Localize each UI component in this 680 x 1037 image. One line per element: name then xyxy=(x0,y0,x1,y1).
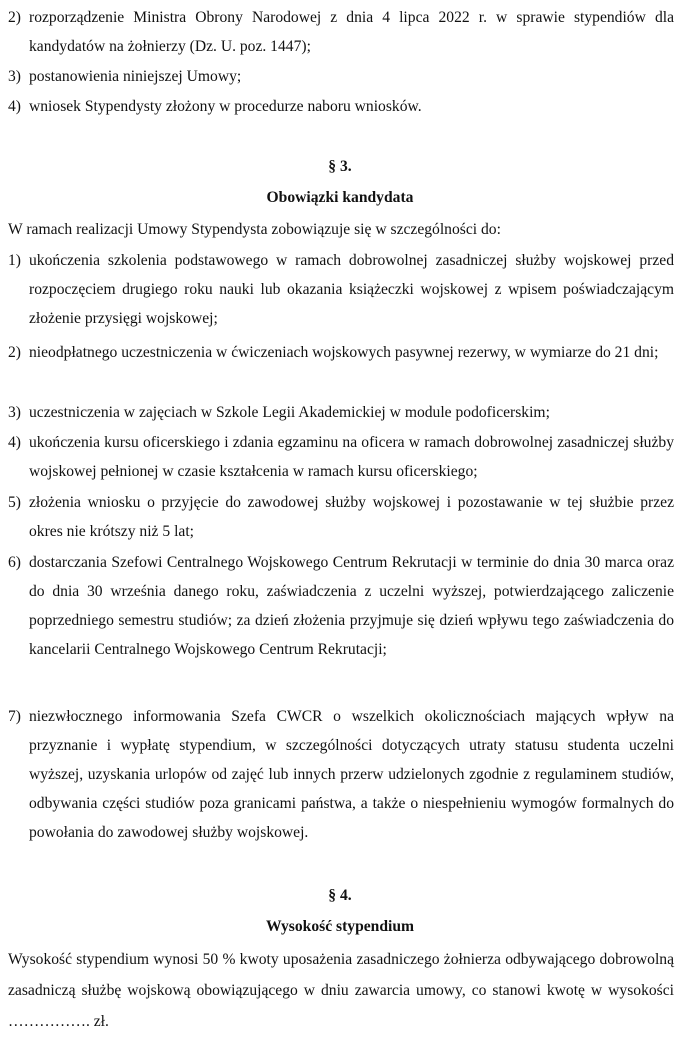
list-item xyxy=(8,702,674,847)
list-item xyxy=(8,3,674,61)
section-title: Obowiązki kandydata xyxy=(266,189,414,206)
list-item-number: 3) xyxy=(8,404,21,421)
list-item-text: złożenia wniosku o przyjęcie do zawodowej służby wojskowej i pozostawanie w tej służbie przez okres nie krótszy niż 5 lat; xyxy=(29,494,674,540)
list-item xyxy=(8,488,674,546)
section-number: § 3. xyxy=(328,158,352,175)
list-item xyxy=(8,338,674,367)
list-item-text: uczestniczenia w zajęciach w Szkole Legii Akademickiej w module podoficerskim; xyxy=(29,404,550,421)
list-item-text: rozporządzenie Ministra Obrony Narodowej z dnia 4 lipca 2022 r. w sprawie stypendiów dla kandydatów na żołnierzy (Dz. U. poz. 1447); xyxy=(29,9,674,55)
list-item-number: 4) xyxy=(8,434,21,451)
list-item-text: niezwłocznego informowania Szefa CWCR o wszelkich okolicznościach mających wpływ na przyznanie i wypłatę stypendium, w szczególności dotyczących utraty statusu studenta uczelni wyższej, uzyskania urlopów od zajęć lub innych przerw udzielonych zgodnie z regulaminem studiów, odbywania części studiów poza granicami państwa, a także o niespełnieniu wymogów formalnych do powołania do zawodowej służby wojskowej. xyxy=(29,708,674,841)
list-item-text: postanowienia niniejszej Umowy; xyxy=(29,68,242,85)
list-item xyxy=(8,246,674,333)
section-title: Wysokość stypendium xyxy=(265,918,415,935)
list-item-text: ukończenia kursu oficerskiego i zdania egzaminu na oficera w ramach dobrowolnej zasadniczej służby wojskowej pełnionej w czasie kształcenia w ramach kursu oficerskiego; xyxy=(29,434,674,480)
list-item xyxy=(8,548,674,664)
list-item-number: 4) xyxy=(8,98,21,115)
list-item-text: nieodpłatnego uczestniczenia w ćwiczeniach wojskowych pasywnej rezerwy, w wymiarze do 21 dni; xyxy=(29,344,659,361)
list-item xyxy=(8,62,674,91)
list-item-text: wniosek Stypendysty złożony w procedurze naboru wniosków. xyxy=(29,98,422,115)
list-item-number: 2) xyxy=(8,9,21,26)
section-intro: W ramach realizacji Umowy Stypendysta zobowiązuje się w szczególności do: xyxy=(8,221,501,238)
list-item-number: 2) xyxy=(8,344,21,361)
list-item xyxy=(8,92,674,121)
list-item-number: 1) xyxy=(8,252,21,269)
list-item-number: 3) xyxy=(8,68,21,85)
list-item-number: 7) xyxy=(8,708,21,725)
list-item-text: dostarczania Szefowi Centralnego Wojskowego Centrum Rekrutacji w terminie do dnia 30 marca oraz do dnia 30 września danego roku, zaświadczenia z uczelni wyższej, potwierdzającego zaliczenie poprzedniego semestru studiów; za dzień złożenia przyjmuje się dzień wpływu tego zaświadczenia do kancelarii Centralnego Wojskowego Centrum Rekrutacji; xyxy=(29,554,674,658)
list-item xyxy=(8,398,674,427)
list-item-text: ukończenia szkolenia podstawowego w ramach dobrowolnej zasadniczej służby wojskowej przed rozpoczęciem drugiego roku nauki lub okazania książeczki wojskowej z wpisem poświadczającym złożenie przysięgi wojskowej; xyxy=(29,252,674,327)
section-text: Wysokość stypendium wynosi 50 % kwoty uposażenia zasadniczego żołnierza odbywającego dobrowolną zasadniczą służbę wojskową obowiązującego w dniu zawarcia umowy, co stanowi kwotę w wysokości ……………. zł. xyxy=(8,951,674,1030)
section-number: § 4. xyxy=(328,887,352,904)
list-item-number: 6) xyxy=(8,554,21,571)
list-item-number: 5) xyxy=(8,494,21,511)
list-item xyxy=(8,428,674,486)
